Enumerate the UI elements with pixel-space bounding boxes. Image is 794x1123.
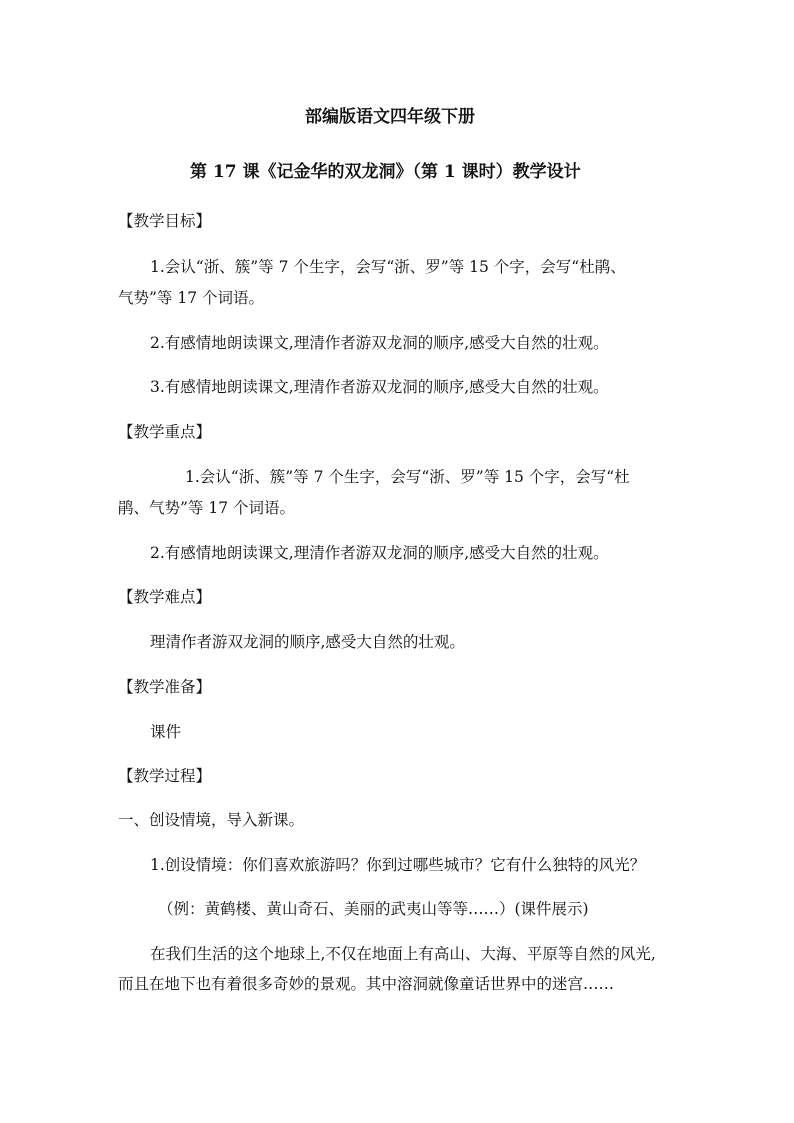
- objective-3: 3.有感情地朗读课文,理清作者游双龙洞的顺序,感受大自然的壮观。: [150, 378, 609, 396]
- process-step-1: 1.创设情境：你们喜欢旅游吗？你到过哪些城市？它有什么独特的风光？: [150, 856, 646, 874]
- process-example: （例：黄鹤楼、黄山奇石、美丽的武夷山等等……）(课件展示): [158, 900, 589, 918]
- preparation-heading: 【教学准备】: [118, 678, 212, 696]
- objective-1-line-1: 1.会认“浙、簇”等 7 个生字，会写“浙、罗”等 15 个字，会写“杜鹃、: [150, 258, 626, 276]
- key-point-1-line-2: 鹃、气势”等 17 个词语。: [118, 499, 296, 517]
- difficulties-heading: 【教学难点】: [118, 588, 212, 606]
- process-paragraph-line-1: 在我们生活的这个地球上,不仅在地面上有高山、大海、平原等自然的风光,: [150, 945, 656, 963]
- lesson-title: 第 17 课《记金华的双龙洞》（第 1 课时）教学设计: [190, 162, 581, 182]
- process-heading: 【教学过程】: [118, 767, 212, 785]
- key-points-heading: 【教学重点】: [118, 423, 212, 441]
- key-point-2: 2.有感情地朗读课文,理清作者游双龙洞的顺序,感受大自然的壮观。: [150, 544, 609, 562]
- preparation-1: 课件: [150, 723, 182, 741]
- objective-2: 2.有感情地朗读课文,理清作者游双龙洞的顺序,感受大自然的壮观。: [150, 334, 609, 352]
- objective-1-line-2: 气势”等 17 个词语。: [118, 289, 265, 307]
- process-section-1: 一、创设情境，导入新课。: [118, 811, 305, 829]
- process-paragraph-line-2: 而且在地下也有着很多奇妙的景观。其中溶洞就像童话世界中的迷宫……: [118, 975, 615, 993]
- key-point-1-line-1: 1.会认“浙、簇”等 7 个生字，会写“浙、罗”等 15 个字，会写“杜: [185, 468, 630, 486]
- difficulty-1: 理清作者游双龙洞的顺序,感受大自然的壮观。: [150, 633, 465, 651]
- objectives-heading: 【教学目标】: [118, 212, 212, 230]
- document-title: 部编版语文四年级下册: [305, 107, 475, 127]
